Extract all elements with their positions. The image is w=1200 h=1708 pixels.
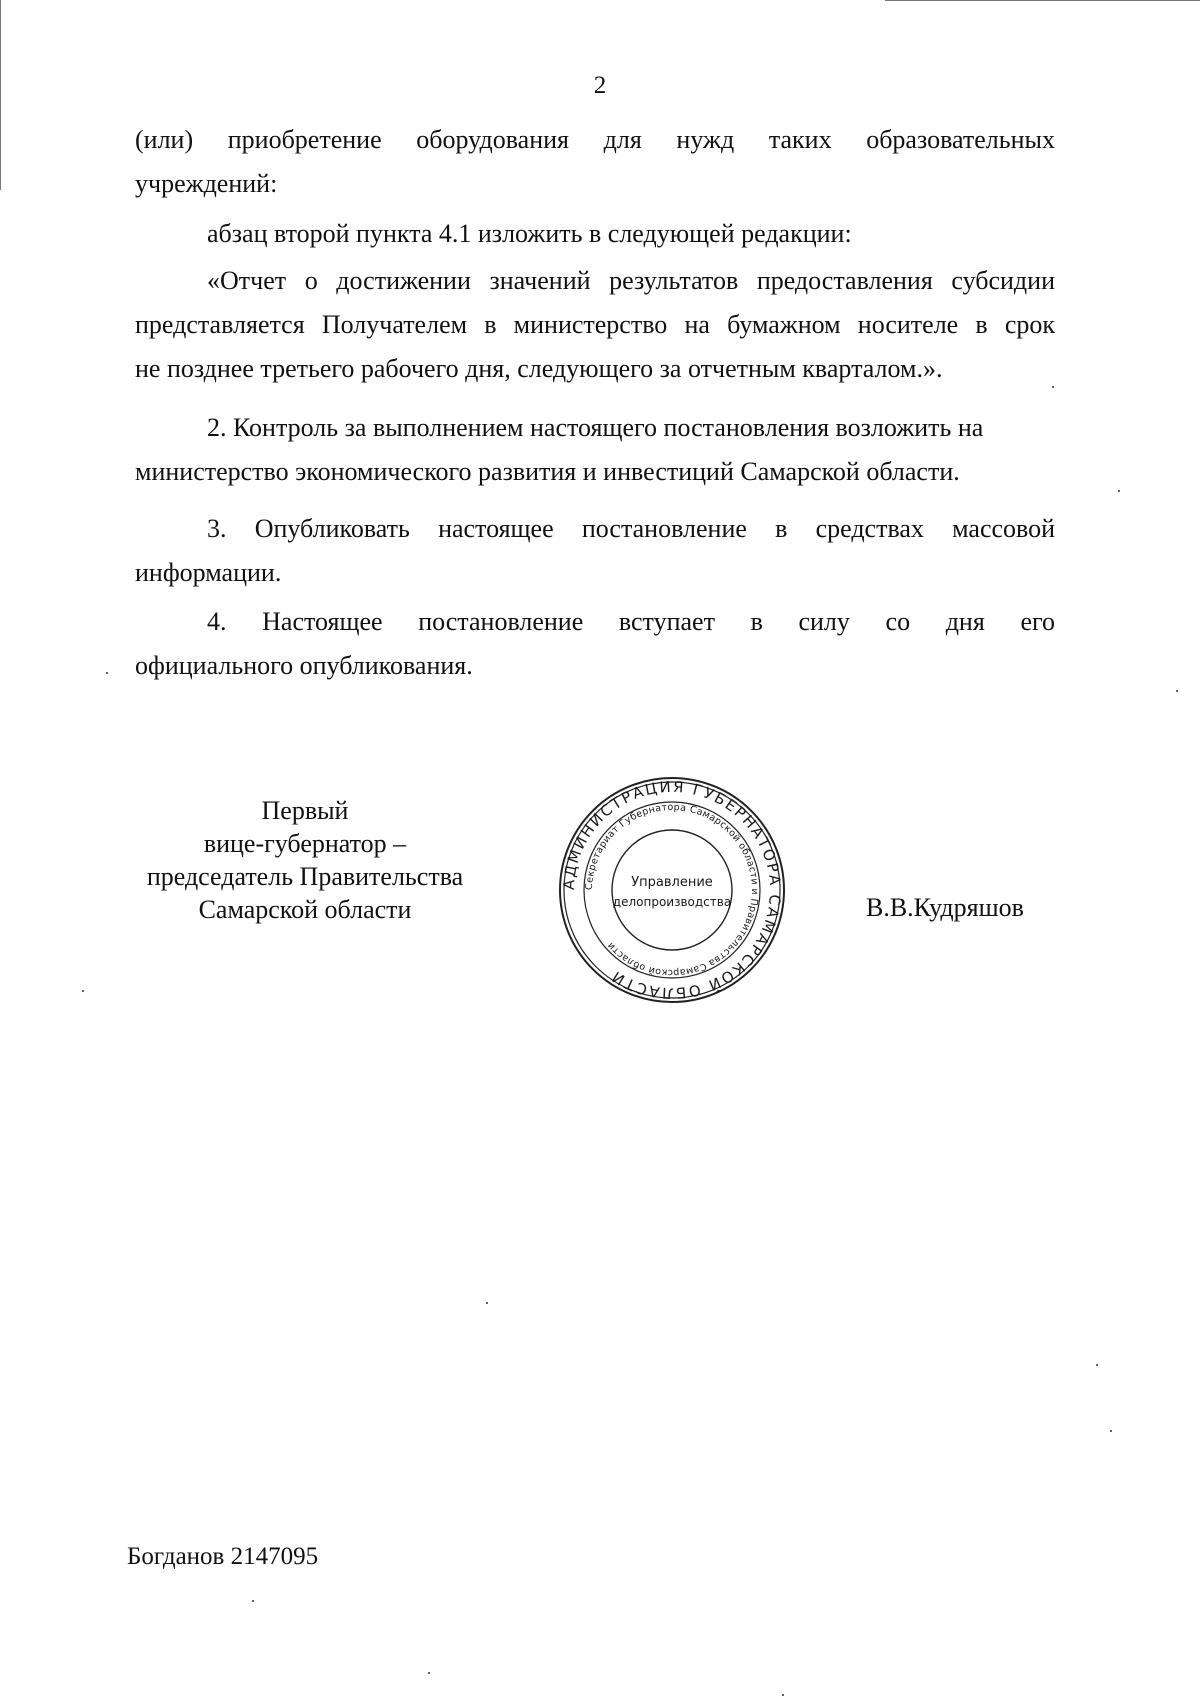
word: 3. xyxy=(207,514,227,543)
word: средствах xyxy=(815,514,924,543)
word: таких xyxy=(768,125,832,154)
word: со xyxy=(885,607,911,636)
word: постановление xyxy=(418,607,584,636)
paragraph-3 xyxy=(135,259,1055,391)
paragraph-5-line-1 xyxy=(135,507,1055,551)
paragraph-4-line-2: министерство экономического развития и инвестиций Самарской области. xyxy=(135,457,960,486)
stamp-center-line-1: Управление xyxy=(631,875,713,890)
signatory-title-line-2: вице-губернатор – xyxy=(203,829,407,858)
signatory-title xyxy=(110,794,500,926)
stamp-center-line-2: делопроизводства xyxy=(612,895,732,909)
paragraph-6-line-2: официального опубликования. xyxy=(135,651,473,680)
signatory-name: В.В.Кудряшов xyxy=(866,893,1024,922)
paragraph-5-line-2: информации. xyxy=(135,558,282,587)
word: постановление xyxy=(581,514,747,543)
word: массовой xyxy=(952,514,1056,543)
word: его xyxy=(1020,607,1055,636)
word: образовательных xyxy=(866,125,1056,154)
paragraph-4-line-1: 2. Контроль за выполнением настоящего постановления возложить на xyxy=(207,413,984,442)
scan-speck xyxy=(1176,690,1178,692)
scan-speck xyxy=(252,1600,254,1602)
scan-edge-top-right xyxy=(885,0,1200,1)
paragraph-1 xyxy=(135,118,1055,206)
word: силу xyxy=(798,607,850,636)
scan-speck xyxy=(428,1672,430,1674)
word: Опубликовать xyxy=(254,514,410,543)
word: для xyxy=(603,125,642,154)
signatory-title-line-3: председатель Правительства xyxy=(146,862,464,891)
word: настоящее xyxy=(438,514,554,543)
word: оборудования xyxy=(416,125,569,154)
stamp-outer-text: АДМИНИСТРАЦИЯ ГУБЕРНАТОРА САМАРСКОЙ ОБЛАСТИ xyxy=(559,777,785,1003)
paragraph-1-line-2: учреждений: xyxy=(135,169,278,198)
scan-speck xyxy=(486,1302,488,1304)
scan-speck xyxy=(1118,490,1120,492)
paragraph-3-line-1: «Отчет о достижении значений результатов предоставления субсидии xyxy=(207,266,1055,295)
stamp-graphic xyxy=(552,770,792,1010)
word: Настоящее xyxy=(262,607,383,636)
paragraph-6 xyxy=(135,600,1055,688)
scan-speck xyxy=(782,1694,784,1696)
signatory-title-line-1: Первый xyxy=(261,796,349,825)
word: 4. xyxy=(207,607,227,636)
word: (или) xyxy=(135,125,194,154)
scan-speck xyxy=(82,990,84,992)
paragraph-1-line-1 xyxy=(135,118,1055,162)
paragraph-5 xyxy=(135,507,1055,595)
page-number: 2 xyxy=(593,72,607,99)
word: приобретение xyxy=(227,125,382,154)
word: в xyxy=(775,514,788,543)
signatory-title-line-4: Самарской области xyxy=(198,895,412,924)
word: дня xyxy=(945,607,985,636)
scan-edge-left xyxy=(0,0,1,190)
official-stamp xyxy=(552,770,792,1010)
scan-speck xyxy=(1096,1364,1098,1366)
executor-contact: Богданов 2147095 xyxy=(127,1543,319,1570)
scan-speck xyxy=(106,672,108,674)
scan-speck xyxy=(1052,386,1054,388)
word: вступает xyxy=(618,607,715,636)
paragraph-4 xyxy=(135,406,1055,494)
paragraph-3-line-3: не позднее третьего рабочего дня, следующего за отчетным кварталом.». xyxy=(135,354,943,383)
word: в xyxy=(750,607,763,636)
stamp-inner-text: Секретариат Губернатора Самарской области и Правительства Самарской области xyxy=(583,801,761,979)
word: нужд xyxy=(676,125,735,154)
scan-speck xyxy=(1110,1430,1112,1432)
paragraph-3-line-2: представляется Получателем в министерство на бумажном носителе в срок xyxy=(135,310,1055,339)
paragraph-2-line-1: абзац второй пункта 4.1 изложить в следующей редакции: xyxy=(207,219,852,248)
paragraph-6-line-1 xyxy=(135,600,1055,644)
paragraph-2 xyxy=(135,212,1055,256)
